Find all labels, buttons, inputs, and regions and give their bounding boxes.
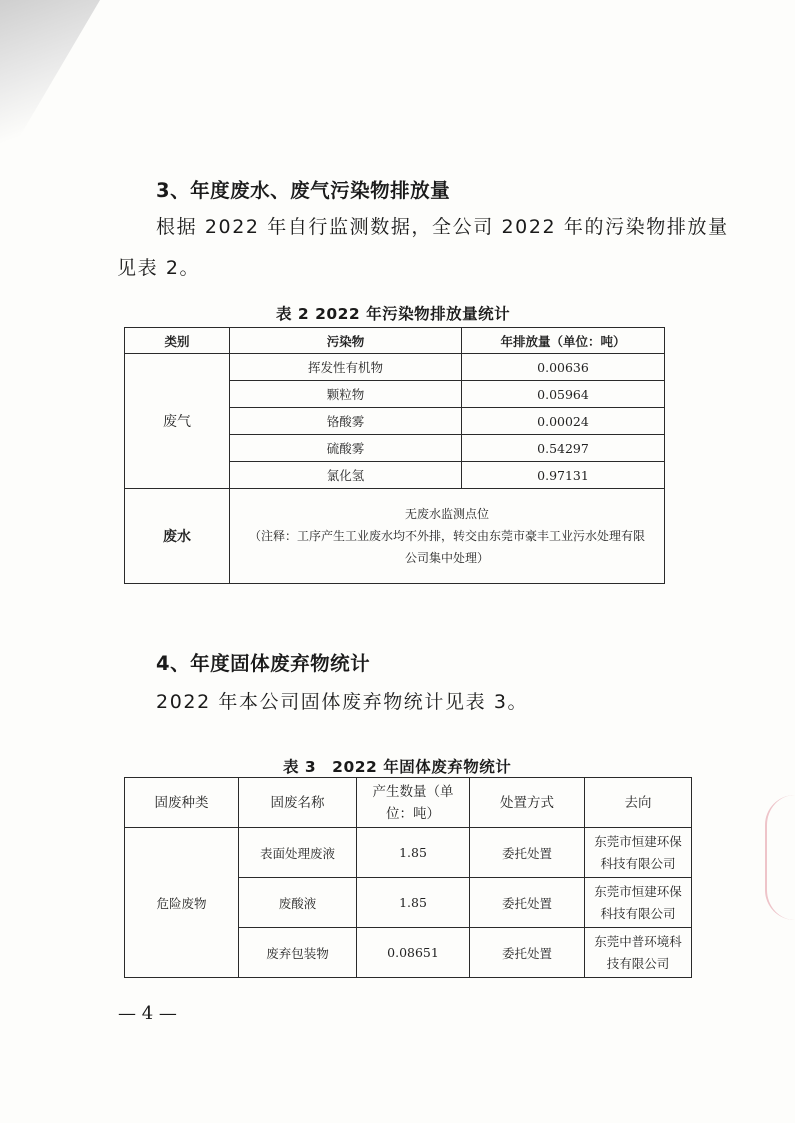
section4-heading: 4、年度固体废弃物统计: [156, 652, 371, 675]
table2-amount: 0.05964: [462, 381, 665, 408]
table2-water-note-line1: 无废水监测点位: [404, 507, 489, 521]
table3-header-qty-line2: 位：吨）: [386, 805, 440, 822]
table3-qty: 0.08651: [357, 928, 470, 978]
table3-solid-waste: [124, 777, 692, 978]
section4-para: 2022 年本公司固体废弃物统计见表 3。: [156, 691, 529, 713]
table3-header-name: 固废名称: [239, 778, 357, 828]
table2-amount: 0.00636: [462, 354, 665, 381]
table3-category: 危险废物: [125, 828, 239, 978]
table3-waste-name: 表面处理废液: [239, 828, 357, 878]
table2-pollutant: 硫酸雾: [230, 435, 462, 462]
table2-pollutant: 颗粒物: [230, 381, 462, 408]
table3-dest-line1: 东莞市恒建环保: [594, 833, 682, 849]
table3-disposal: 委托处置: [470, 928, 585, 978]
table3-qty: 1.85: [357, 878, 470, 928]
table3-dest-line2: 科技有限公司: [600, 855, 676, 871]
table3-disposal: 委托处置: [470, 878, 585, 928]
table2-pollutant: 铬酸雾: [230, 408, 462, 435]
section3-para-line2: 见表 2。: [117, 257, 201, 279]
page-number: — 4 —: [118, 1003, 177, 1024]
seal-stamp-edge: [765, 795, 795, 920]
table3-header-disposal: 处置方式: [470, 778, 585, 828]
table3-dest-line1: 东莞市恒建环保: [594, 883, 682, 899]
table3-qty: 1.85: [357, 828, 470, 878]
table3-disposal: 委托处置: [470, 828, 585, 878]
table3-waste-name: 废弃包装物: [239, 928, 357, 978]
table2-amount: 0.54297: [462, 435, 665, 462]
table3-dest-line1: 东莞中普环境科: [594, 933, 682, 949]
table2-amount: 0.97131: [462, 462, 665, 489]
table2-pollutant: 挥发性有机物: [230, 354, 462, 381]
table3-caption: 表 3 2022 年固体废弃物统计: [283, 758, 512, 776]
table2-water-note-line2: （注释：工序产生工业废水均不外排，转交由东莞市豪丰工业污水处理有限: [248, 529, 645, 543]
table2-caption: 表 2 2022 年污染物排放量统计: [276, 305, 511, 323]
table3-header-type: 固废种类: [125, 778, 239, 828]
table3-dest-line2: 科技有限公司: [600, 905, 676, 921]
scan-corner-shadow: [0, 0, 100, 170]
table2-header-category: 类别: [125, 328, 230, 354]
table2-header-amount: 年排放量（单位：吨）: [462, 328, 665, 354]
table3-dest-line2: 技有限公司: [606, 955, 670, 971]
table2-pollutant: 氯化氢: [230, 462, 462, 489]
table2-gas-category: 废气: [125, 354, 230, 489]
table3-header-dest: 去向: [585, 778, 692, 828]
table2-emissions: [124, 327, 665, 584]
table2-amount: 0.00024: [462, 408, 665, 435]
table3-header-qty-line1: 产生数量（单: [372, 783, 454, 800]
table2-header-pollutant: 污染物: [230, 328, 462, 354]
table2-water-note-line3: 公司集中处理）: [404, 551, 489, 565]
section3-para-line1: 根据 2022 年自行监测数据，全公司 2022 年的污染物排放量: [156, 216, 729, 238]
table3-waste-name: 废酸液: [239, 878, 357, 928]
section3-heading: 3、年度废水、废气污染物排放量: [156, 179, 451, 202]
table2-water-category: 废水: [125, 489, 230, 584]
